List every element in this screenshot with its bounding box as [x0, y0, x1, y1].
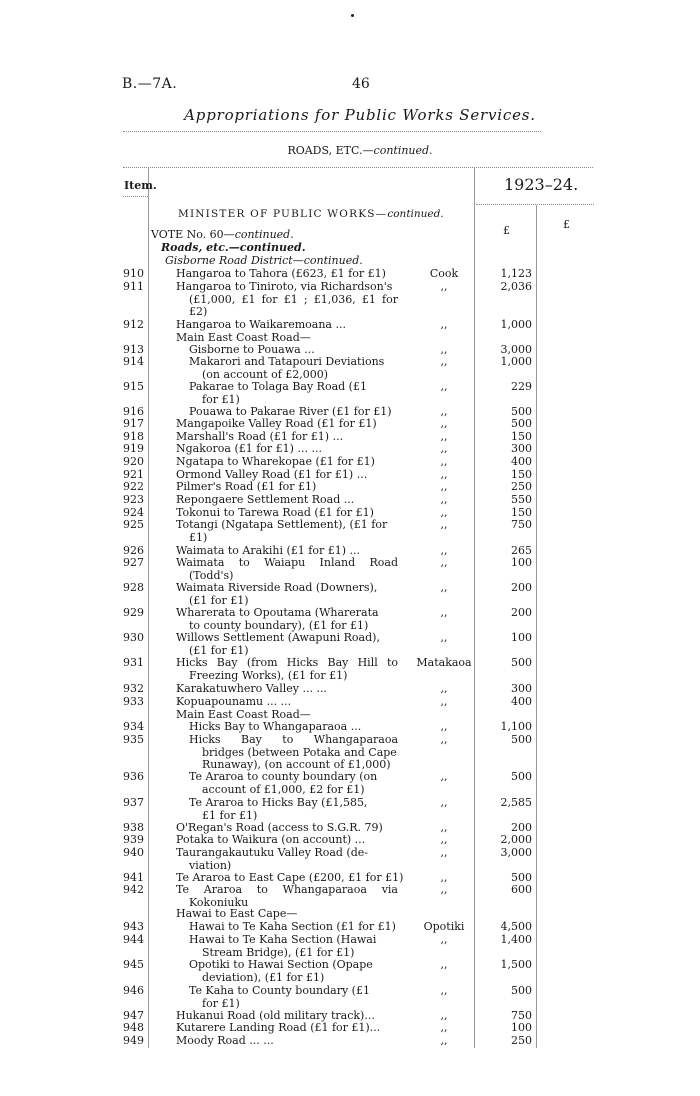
amount-value: 250: [511, 1034, 532, 1047]
description-line: Te Araroa to East Cape (£200, £1 for £1): [176, 871, 404, 884]
description-line: £1): [189, 530, 208, 544]
county-name: ,,: [440, 493, 448, 506]
amount-value: 1,000: [500, 318, 532, 331]
item-number: 933: [123, 695, 144, 708]
amount-value: 500: [511, 733, 532, 746]
roads-heading: Roads, etc.—continued.: [161, 241, 306, 254]
description-line: Te Araroa to Hicks Bay (£1,585,: [189, 796, 368, 809]
item-number: 916: [123, 405, 144, 418]
page-title: Appropriations for Public Works Services.: [184, 106, 536, 124]
county-name: ,,: [440, 280, 448, 293]
item-number: 935: [123, 733, 144, 746]
amount-value: 300: [511, 682, 532, 695]
amount-value: 500: [511, 405, 532, 418]
ministry-main: MINISTER OF PUBLIC WORKS—: [178, 208, 388, 220]
description-line: Ngakoroa (£1 for £1) ... ...: [176, 442, 322, 455]
county-name: ,,: [440, 958, 448, 971]
county-name: ,,: [440, 733, 448, 746]
currency-symbol-amount: £: [503, 224, 510, 237]
description-line: Pakarae to Tolaga Bay Road (£1: [189, 380, 367, 393]
description-line: Hangaroa to Waikaremoana ...: [176, 318, 346, 331]
description-line: Karakatuwhero Valley ... ...: [176, 682, 327, 695]
county-name: ,,: [440, 343, 448, 356]
county-name: ,,: [440, 468, 448, 481]
description-line: Waimata to Arakihi (£1 for £1) ...: [176, 544, 360, 557]
description-line: Marshall's Road (£1 for £1) ...: [176, 430, 344, 443]
item-number: 917: [123, 417, 144, 430]
item-number: 949: [123, 1034, 144, 1047]
county-name: ,,: [440, 631, 448, 644]
vote-continued: continued.: [234, 228, 294, 241]
item-number: 922: [123, 480, 144, 493]
amount-value: 500: [511, 984, 532, 997]
item-number: 948: [123, 1021, 144, 1034]
item-column-divider: [148, 168, 149, 1048]
item-number: 940: [123, 846, 144, 859]
amount-value: 1,123: [500, 267, 532, 280]
county-name: ,,: [440, 480, 448, 493]
county-name: ,,: [440, 770, 448, 783]
description-line: Wharerata to Opoutama (Wharerata: [176, 606, 379, 619]
amount-value: 500: [511, 417, 532, 430]
description-line: Ngatapa to Wharekopae (£1 for £1): [176, 455, 375, 468]
item-number: 946: [123, 984, 144, 997]
item-description: [189, 934, 398, 959]
item-number: 945: [123, 958, 144, 971]
item-number: 939: [123, 833, 144, 846]
description-line: Hawai to Te Kaha Section (£1 for £1): [189, 920, 396, 933]
item-description: [176, 319, 398, 332]
amount-value: 750: [511, 518, 532, 531]
section-subtitle: [0, 144, 700, 157]
item-number: 912: [123, 318, 144, 331]
description-line: viation): [189, 858, 232, 872]
description-line: O'Regan's Road (access to S.G.R. 79): [176, 821, 383, 834]
amount-value: 500: [511, 656, 532, 669]
item-number: 936: [123, 770, 144, 783]
subtitle-continued: continued.: [373, 144, 433, 157]
description-line: Totangi (Ngatapa Settlement), (£1 for: [176, 518, 388, 531]
county-name: ,,: [440, 1009, 448, 1022]
county-name: ,,: [440, 846, 448, 859]
item-description: [189, 734, 398, 772]
item-number: 919: [123, 442, 144, 455]
description-line: Mangapoike Valley Road (£1 for £1): [176, 417, 377, 430]
item-number: 931: [123, 656, 144, 669]
amount-value: 3,000: [500, 846, 532, 859]
description-line: account of £1,000, £2 for £1): [202, 782, 365, 796]
item-description: [176, 481, 398, 494]
item-number: 923: [123, 493, 144, 506]
item-description: [189, 771, 398, 796]
item-number: 914: [123, 355, 144, 368]
description-line: Hicks Bay to Whangaparaoa ...: [189, 720, 362, 733]
item-number: 920: [123, 455, 144, 468]
description-line: £1 for £1): [202, 808, 258, 822]
county-name: ,,: [440, 556, 448, 569]
county-name: ,,: [440, 455, 448, 468]
amount-value: 2,000: [500, 833, 532, 846]
ministry-continued: continued.: [387, 208, 444, 220]
description-line: Hicks Bay to Whangaparaoa: [189, 733, 398, 746]
county-name: ,,: [440, 318, 448, 331]
description-line: Kokoniuku: [189, 895, 249, 909]
county-name: ,,: [440, 405, 448, 418]
item-number: 921: [123, 468, 144, 481]
county-name: ,,: [440, 355, 448, 368]
amount-value: 400: [511, 455, 532, 468]
amount-value: 400: [511, 695, 532, 708]
item-description: [189, 797, 398, 822]
page-number: 46: [352, 76, 370, 92]
county-name: ,,: [440, 430, 448, 443]
item-description: [189, 985, 398, 1010]
description-line: Freezing Works), (£1 for £1): [189, 668, 348, 682]
item-description: [176, 281, 398, 319]
amount-value: 2,036: [500, 280, 532, 293]
item-description: [176, 607, 398, 632]
county-name: ,,: [440, 417, 448, 430]
amount-value: 1,100: [500, 720, 532, 733]
item-number: 915: [123, 380, 144, 393]
subheading-main-east-coast-1: Main East Coast Road—: [176, 331, 311, 344]
amount-value: 100: [511, 631, 532, 644]
item-number: 937: [123, 796, 144, 809]
county-name: ,,: [440, 506, 448, 519]
county-name: Matakaoa: [416, 656, 472, 669]
amount-value: 265: [511, 544, 532, 557]
description-line: for £1): [202, 996, 240, 1010]
item-description: [176, 1035, 398, 1048]
description-line: Tokonui to Tarewa Road (£1 for £1): [176, 506, 374, 519]
description-line: to county boundary), (£1 for £1): [189, 618, 369, 632]
amount-value: 300: [511, 442, 532, 455]
description-line: Kutarere Landing Road (£1 for £1)...: [176, 1021, 381, 1034]
county-name: Opotiki: [423, 920, 465, 933]
county-name: ,,: [440, 695, 448, 708]
item-description: [176, 557, 398, 582]
item-number: 924: [123, 506, 144, 519]
description-line: Hicks Bay (from Hicks Bay Hill to: [176, 656, 398, 669]
item-description: [176, 847, 398, 872]
county-name: ,,: [440, 442, 448, 455]
item-number: 928: [123, 581, 144, 594]
description-line: (on account of £2,000): [202, 367, 329, 381]
vote-main: VOTE No. 60—: [151, 228, 235, 241]
item-description: [176, 582, 398, 607]
item-description: [176, 268, 398, 281]
item-number: 910: [123, 267, 144, 280]
item-description: [176, 657, 398, 682]
item-description: [176, 834, 398, 847]
description-line: £2): [189, 305, 208, 319]
description-line: Waimata Riverside Road (Downers),: [176, 581, 378, 594]
description-line: Te Kaha to County boundary (£1: [189, 984, 370, 997]
description-line: (£1,000, £1 for £1 ; £1,036, £1 for: [189, 292, 398, 306]
county-name: ,,: [440, 821, 448, 834]
item-description: [176, 443, 398, 456]
amount-value: 200: [511, 821, 532, 834]
description-line: (£1 for £1): [189, 593, 249, 607]
amount-value: 200: [511, 581, 532, 594]
title-rule: [123, 131, 541, 132]
subheading-hawai-east-cape: Hawai to East Cape—: [176, 907, 298, 920]
description-line: (Todd's): [189, 568, 234, 582]
description-line: Stream Bridge), (£1 for £1): [202, 945, 355, 959]
fiscal-year: 1923–24.: [504, 175, 579, 194]
amount-value: 3,000: [500, 343, 532, 356]
description-line: Te Araroa to Whangaparaoa via: [176, 883, 398, 896]
item-number: 943: [123, 920, 144, 933]
amount-value: 150: [511, 506, 532, 519]
subtotal-column-divider: [536, 205, 537, 1048]
amount-value: 600: [511, 883, 532, 896]
amount-value: 550: [511, 493, 532, 506]
item-number: 947: [123, 1009, 144, 1022]
county-name: Cook: [429, 267, 459, 280]
description-line: Potaka to Waikura (on account) ...: [176, 833, 366, 846]
county-name: ,,: [440, 544, 448, 557]
item-number: 934: [123, 720, 144, 733]
item-number: 930: [123, 631, 144, 644]
item-number: 938: [123, 821, 144, 834]
description-line: Hukanui Road (old military track)...: [176, 1009, 375, 1022]
county-name: ,,: [440, 1034, 448, 1047]
item-number: 929: [123, 606, 144, 619]
description-line: Moody Road ... ...: [176, 1034, 274, 1047]
amount-value: 750: [511, 1009, 532, 1022]
description-line: Hawai to Te Kaha Section (Hawai: [189, 933, 377, 946]
county-name: ,,: [440, 518, 448, 531]
item-number: 913: [123, 343, 144, 356]
item-description: [176, 456, 398, 469]
amount-value: 250: [511, 480, 532, 493]
item-header-rule: [123, 196, 148, 197]
district-heading: Gisborne Road District—continued.: [165, 254, 363, 267]
item-description: [176, 1022, 398, 1035]
amount-value: 500: [511, 871, 532, 884]
year-header-rule: [476, 204, 594, 205]
currency-symbol-total: £: [563, 218, 570, 231]
item-column-header: Item.: [124, 179, 157, 192]
item-description: [189, 356, 398, 381]
description-line: Waimata to Waiapu Inland Road: [176, 556, 398, 569]
description-line: Opotiki to Hawai Section (Opape: [189, 958, 373, 971]
item-description: [176, 632, 398, 657]
item-description: [189, 921, 398, 934]
county-name: ,,: [440, 871, 448, 884]
item-number: 932: [123, 682, 144, 695]
subheading-main-east-coast-2: Main East Coast Road—: [176, 708, 311, 721]
ink-dot: [351, 14, 354, 17]
description-line: Taurangakautuku Valley Road (de-: [176, 846, 368, 859]
item-number: 911: [123, 280, 144, 293]
document-series: B.—7A.: [122, 76, 178, 92]
description-line: Hangaroa to Tiniroto, via Richardson's: [176, 280, 393, 293]
description-line: Runaway), (on account of £1,000): [202, 758, 391, 772]
description-line: Pouawa to Pakarae River (£1 for £1): [189, 405, 392, 418]
amount-value: 100: [511, 556, 532, 569]
amount-value: 150: [511, 468, 532, 481]
vote-heading: [151, 229, 294, 242]
item-description: [176, 696, 398, 709]
amount-value: 1,500: [500, 958, 532, 971]
county-name: ,,: [440, 833, 448, 846]
amount-value: 4,500: [500, 920, 532, 933]
county-name: ,,: [440, 883, 448, 896]
description-line: Gisborne to Pouawa ...: [189, 343, 315, 356]
description-line: deviation), (£1 for £1): [202, 970, 325, 984]
item-number: 926: [123, 544, 144, 557]
item-description: [176, 884, 398, 909]
item-description: [176, 519, 398, 544]
description-line: Repongaere Settlement Road ...: [176, 493, 355, 506]
description-line: (£1 for £1): [189, 643, 249, 657]
county-name: ,,: [440, 1021, 448, 1034]
ministry-heading: [178, 208, 444, 220]
amount-value: 500: [511, 770, 532, 783]
county-name: ,,: [440, 380, 448, 393]
amount-value: 2,585: [500, 796, 532, 809]
table-top-rule: [123, 167, 593, 168]
item-number: 925: [123, 518, 144, 531]
item-number: 927: [123, 556, 144, 569]
description-line: Ormond Valley Road (£1 for £1) ...: [176, 468, 368, 481]
county-name: ,,: [440, 796, 448, 809]
description-line: Hangaroa to Tahora (£623, £1 for £1): [176, 267, 386, 280]
description-line: Kopuapounamu ... ...: [176, 695, 292, 708]
item-number: 918: [123, 430, 144, 443]
amount-value: 1,400: [500, 933, 532, 946]
county-name: ,,: [440, 581, 448, 594]
amount-value: 150: [511, 430, 532, 443]
item-description: [176, 418, 398, 431]
description-line: Willows Settlement (Awapuni Road),: [176, 631, 380, 644]
description-line: Makarori and Tatapouri Deviations: [189, 355, 385, 368]
county-name: ,,: [440, 984, 448, 997]
description-line: Te Araroa to county boundary (on: [189, 770, 378, 783]
amount-value: 200: [511, 606, 532, 619]
county-name: ,,: [440, 933, 448, 946]
amount-value: 229: [511, 380, 532, 393]
description-line: bridges (between Potaka and Cape: [202, 745, 397, 759]
subtitle-main: ROADS, ETC.—: [287, 144, 374, 157]
item-number: 942: [123, 883, 144, 896]
item-description: [176, 683, 398, 696]
description-line: Pilmer's Road (£1 for £1): [176, 480, 317, 493]
item-description: [189, 381, 398, 406]
item-number: 944: [123, 933, 144, 946]
amount-value: 1,000: [500, 355, 532, 368]
item-description: [189, 721, 398, 734]
item-description: [189, 959, 398, 984]
item-number: 941: [123, 871, 144, 884]
description-line: for £1): [202, 392, 240, 406]
county-name: ,,: [440, 682, 448, 695]
county-name: ,,: [440, 606, 448, 619]
amount-value: 100: [511, 1021, 532, 1034]
county-name: ,,: [440, 720, 448, 733]
item-description: [176, 494, 398, 507]
